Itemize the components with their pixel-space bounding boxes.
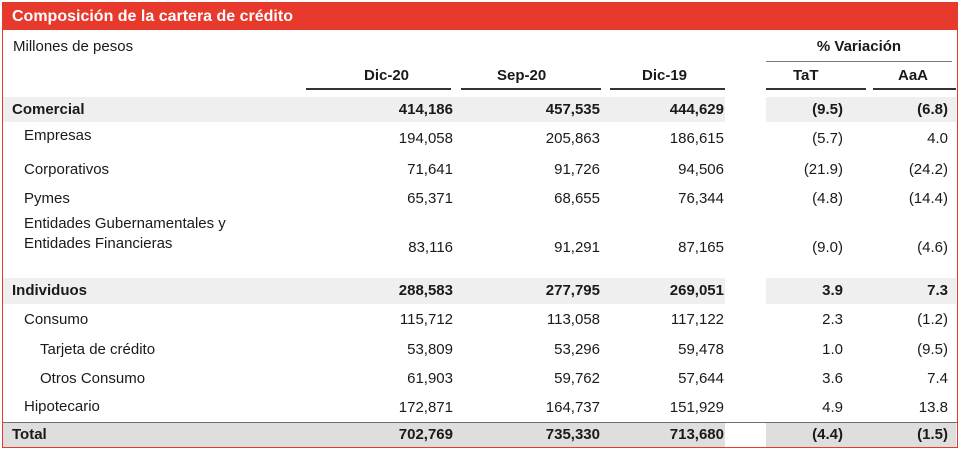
table-row-individuos (3, 278, 957, 304)
col-underline-sep20 (461, 88, 601, 90)
table-row-otros-consumo (3, 367, 957, 392)
cell-dic20: 414,186 (398, 101, 453, 118)
table-row-total (3, 423, 957, 447)
cell-dic19: 59,478 (678, 341, 724, 358)
cell-dic19: 87,165 (678, 239, 724, 256)
cell-dic20: 194,058 (398, 130, 453, 147)
table-row-comercial (3, 97, 957, 122)
cell-aaa: (14.4) (908, 190, 948, 207)
row-label: Hipotecario (24, 398, 100, 415)
row-label: Individuos (12, 282, 87, 299)
cell-dic19: 269,051 (669, 282, 724, 299)
col-underline-dic20 (306, 88, 451, 90)
table-row-empresas (3, 126, 957, 151)
col-header-aaa: AaA (898, 67, 929, 84)
col-header-dic20: Dic-20 (364, 67, 410, 84)
row-label: Comercial (12, 101, 85, 118)
cell-tat: (4.4) (812, 426, 843, 443)
cell-dic20: 115,712 (399, 311, 453, 328)
cell-tat: (9.0) (812, 239, 843, 256)
row-label: Consumo (24, 311, 89, 328)
row-label-line2: Entidades Financieras (24, 235, 173, 252)
cell-aaa: 4.0 (927, 130, 948, 147)
cell-sep20: 68,655 (554, 190, 600, 207)
row-label: Pymes (24, 190, 70, 207)
col-header-tat: TaT (793, 67, 819, 84)
cell-dic20: 53,809 (407, 341, 453, 358)
table-row-consumo (3, 309, 957, 334)
row-label-line1: Entidades Gubernamentales y (24, 215, 226, 232)
cell-aaa: (6.8) (917, 101, 948, 118)
cell-dic19: 444,629 (669, 101, 724, 118)
cell-aaa: (9.5) (917, 341, 948, 358)
row-label: Corporativos (24, 161, 110, 178)
cell-aaa: (24.2) (908, 161, 948, 178)
cell-tat: 3.9 (822, 282, 843, 299)
cell-aaa: 7.3 (927, 282, 948, 299)
cell-tat: 2.3 (822, 311, 843, 328)
cell-sep20: 277,795 (545, 282, 600, 299)
cell-tat: 4.9 (822, 399, 843, 416)
table-row-corporativos (3, 158, 957, 183)
table-title: Composición de la cartera de crédito (3, 3, 957, 30)
cell-sep20: 735,330 (545, 426, 600, 443)
variation-header: % Variación (816, 38, 902, 55)
cell-dic20: 288,583 (398, 282, 453, 299)
units-label: Millones de pesos (13, 38, 134, 55)
cell-tat: (4.8) (812, 190, 843, 207)
cell-dic20: 71,641 (407, 161, 453, 178)
cell-sep20: 164,737 (545, 399, 600, 416)
table-frame (2, 2, 958, 448)
cell-tat: (9.5) (812, 101, 843, 118)
col-underline-aaa (873, 88, 956, 90)
cell-dic20: 702,769 (398, 426, 453, 443)
cell-dic20: 83,116 (408, 239, 453, 256)
cell-aaa: 13.8 (918, 399, 948, 416)
cell-dic19: 76,344 (678, 190, 724, 207)
row-label: Empresas (24, 127, 92, 144)
table-row-entidades (3, 212, 957, 262)
variation-divider (766, 61, 952, 62)
cell-dic20: 61,903 (407, 370, 453, 387)
cell-tat: (5.7) (812, 130, 843, 147)
cell-dic19: 186,615 (669, 130, 724, 147)
cell-sep20: 205,863 (545, 130, 600, 147)
col-underline-tat (766, 88, 866, 90)
cell-aaa: (1.2) (917, 311, 948, 328)
table-row-hipotecario (3, 396, 957, 421)
table-row-tarjeta (3, 338, 957, 363)
cell-sep20: 91,726 (554, 161, 600, 178)
cell-dic19: 94,506 (678, 161, 724, 178)
cell-dic19: 117,122 (670, 311, 724, 328)
cell-dic19: 713,680 (669, 426, 724, 443)
cell-sep20: 59,762 (554, 370, 600, 387)
row-label: Tarjeta de crédito (40, 341, 156, 358)
cell-sep20: 91,291 (554, 239, 600, 256)
cell-sep20: 113,058 (546, 311, 600, 328)
cell-tat: 3.6 (822, 370, 843, 387)
col-underline-dic19 (610, 88, 725, 90)
cell-dic20: 65,371 (407, 190, 453, 207)
cell-aaa: 7.4 (927, 370, 948, 387)
cell-dic19: 151,929 (669, 399, 724, 416)
cell-tat: 1.0 (822, 341, 843, 358)
cell-sep20: 457,535 (545, 101, 600, 118)
row-label: Total (12, 426, 47, 443)
cell-dic20: 172,871 (398, 399, 453, 416)
col-header-dic19: Dic-19 (642, 67, 688, 84)
cell-aaa: (1.5) (917, 426, 948, 443)
row-label: Otros Consumo (40, 370, 146, 387)
table-row-pymes (3, 187, 957, 212)
cell-aaa: (4.6) (917, 239, 948, 256)
col-header-sep20: Sep-20 (497, 67, 547, 84)
cell-dic19: 57,644 (678, 370, 724, 387)
cell-tat: (21.9) (803, 161, 843, 178)
cell-sep20: 53,296 (554, 341, 600, 358)
